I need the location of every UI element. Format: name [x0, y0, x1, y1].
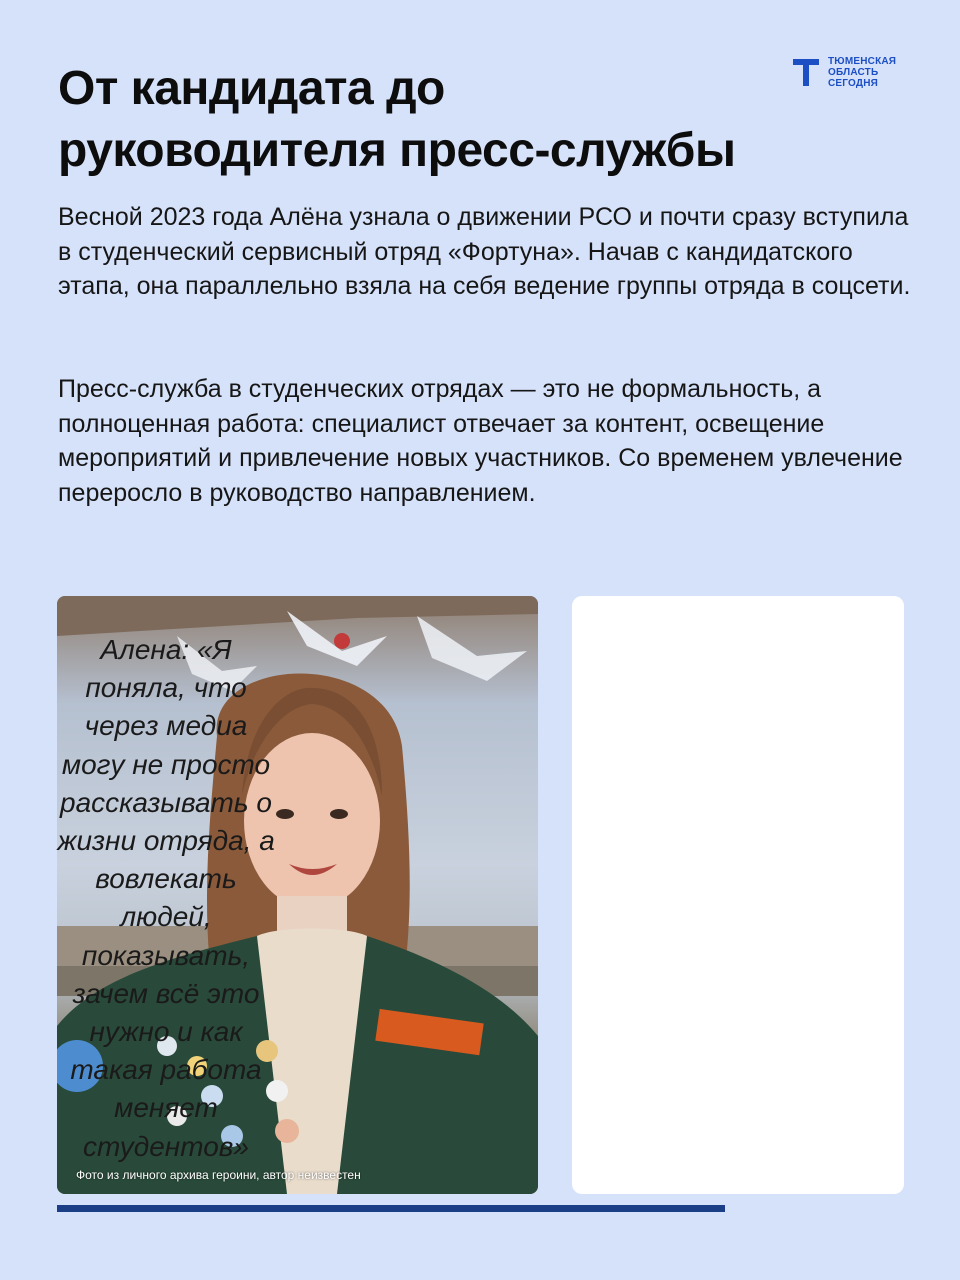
- quote-line: Алена: «Я: [100, 634, 232, 665]
- page-title: [58, 58, 818, 182]
- quote-line: жизни отряда, а: [57, 825, 275, 857]
- t-letter-logo-icon: [790, 56, 822, 88]
- quote-line: рассказывать о: [60, 786, 272, 818]
- quote-line: меняет: [114, 1092, 218, 1124]
- body-paragraph-2: Пресс-служба в студенческих отрядах — это не формальность, а полноценная работа: специалист отвечает за контент, освещение мероприятий и привлечение новых участников. Со временем увлечение переросло в руководство направлением.: [58, 375, 903, 507]
- quote-line: студентов»: [83, 1130, 249, 1162]
- title-line-2: руководителя пресс-службы: [58, 124, 736, 177]
- quote-line: людей,: [120, 901, 212, 933]
- quote-line: такая работа: [70, 1054, 262, 1086]
- logo-line-2: ОБЛАСТЬ: [828, 67, 879, 78]
- quote-line: могу не просто: [61, 748, 271, 780]
- quote-line: нужно и как: [89, 1016, 243, 1048]
- logo-line-3: СЕГОДНЯ: [828, 78, 879, 89]
- quote-text: [40, 631, 292, 1166]
- title-line-1: От кандидата до: [58, 62, 445, 115]
- quote-line: зачем всё это: [72, 977, 260, 1009]
- logo-line-1: ТЮМЕНСКАЯ: [828, 56, 897, 67]
- brand-logo: [790, 56, 896, 89]
- photo-credit: Фото из личного архива героини, автор неизвестен: [76, 1168, 361, 1182]
- accent-bar: [57, 1205, 725, 1212]
- quote-line: через медиа: [84, 710, 248, 742]
- quote-line: поняла, что: [85, 672, 247, 704]
- quote-line: показывать,: [81, 939, 251, 971]
- body-paragraph-1: Весной 2023 года Алёна узнала о движении РСО и почти сразу вступила в студенческий сервисный отряд «Фортуна». Начав с кандидатского этапа, она параллельно взяла на себя ведение группы отряда в соцсети.: [58, 203, 911, 300]
- quote-line: вовлекать: [95, 863, 237, 895]
- quote-card: [572, 596, 904, 1194]
- brand-logo-text: [828, 56, 896, 89]
